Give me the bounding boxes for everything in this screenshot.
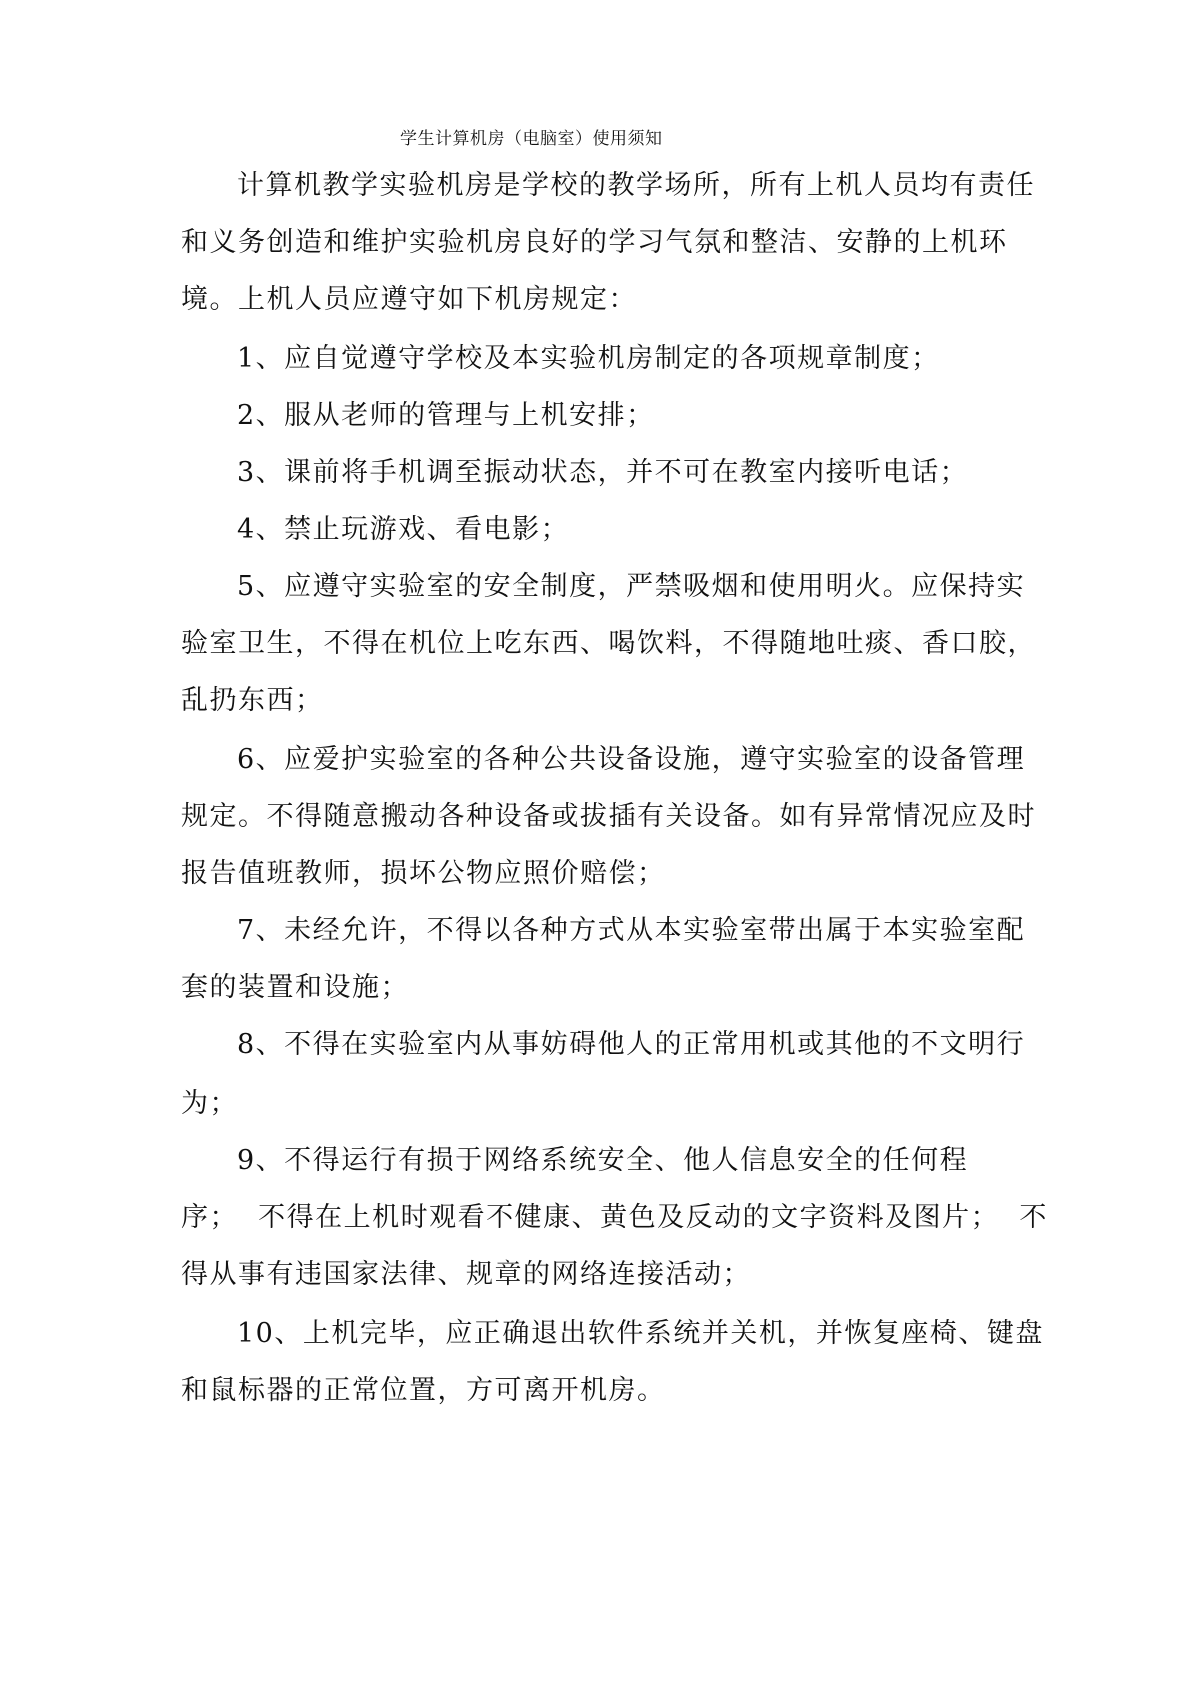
- rule-3-line-1: 3、课前将手机调至振动状态，并不可在教室内接听电话；: [237, 457, 969, 488]
- rule-5-line-3: 乱扔东西；: [181, 685, 324, 716]
- intro-line-1: 计算机教学实验机房是学校的教学场所，所有上机人员均有责任: [237, 170, 1035, 201]
- rule-6-line-2: 规定。不得随意搬动各种设备或拔插有关设备。如有异常情况应及时: [181, 801, 1036, 832]
- rule-5-line-1: 5、应遵守实验室的安全制度，严禁吸烟和使用明火。应保持实: [237, 571, 1026, 602]
- rule-9-line-2: 序； 不得在上机时观看不健康、黄色及反动的文字资料及图片； 不: [181, 1202, 1048, 1233]
- rule-6-line-3: 报告值班教师，损坏公物应照价赔偿；: [181, 858, 666, 889]
- rule-9-line-1: 9、不得运行有损于网络系统安全、他人信息安全的任何程: [237, 1145, 969, 1176]
- rule-5-line-2: 验室卫生，不得在机位上吃东西、喝饮料，不得随地吐痰、香口胶，: [181, 628, 1036, 659]
- rule-4-line-1: 4、禁止玩游戏、看电影；: [237, 514, 570, 545]
- rule-6-line-1: 6、应爱护实验室的各种公共设备设施，遵守实验室的设备管理: [237, 744, 1026, 775]
- rule-10-line-2: 和鼠标器的正常位置，方可离开机房。: [181, 1375, 666, 1406]
- rule-7-line-2: 套的装置和设施；: [181, 972, 409, 1003]
- intro-line-2: 和义务创造和维护实验机房良好的学习气氛和整洁、安静的上机环: [181, 227, 1008, 258]
- intro-line-3: 境。上机人员应遵守如下机房规定：: [181, 284, 637, 315]
- rule-8-line-1: 8、不得在实验室内从事妨碍他人的正常用机或其他的不文明行: [237, 1029, 1026, 1060]
- document-title: 学生计算机房（电脑室）使用须知: [400, 129, 663, 149]
- rule-2-line-1: 2、服从老师的管理与上机安排；: [237, 400, 655, 431]
- rule-10-line-1: 10、上机完毕，应正确退出软件系统并关机，并恢复座椅、键盘: [237, 1318, 1044, 1349]
- rule-9-line-3: 得从事有违国家法律、规章的网络连接活动；: [181, 1259, 751, 1290]
- rule-1-line-1: 1、应自觉遵守学校及本实验机房制定的各项规章制度；: [237, 343, 940, 374]
- rule-7-line-1: 7、未经允许，不得以各种方式从本实验室带出属于本实验室配: [237, 915, 1026, 946]
- rule-8-line-2: 为；: [181, 1088, 238, 1119]
